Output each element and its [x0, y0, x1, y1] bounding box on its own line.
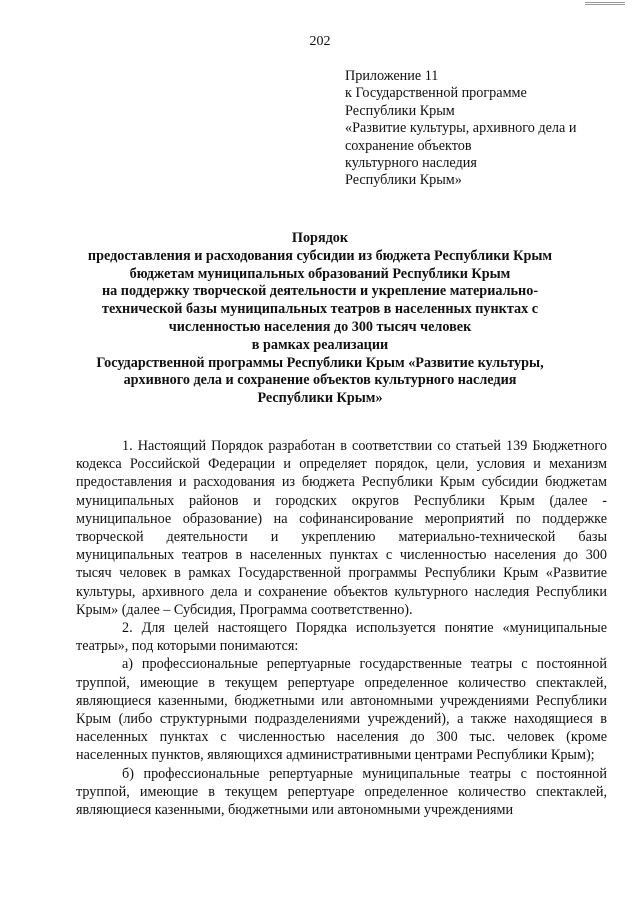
appendix-line: сохранение объектов [345, 137, 472, 154]
title-line: Республики Крым» [257, 390, 383, 407]
title-line: в рамках реализации [251, 336, 389, 353]
appendix-header [345, 68, 625, 190]
appendix-line: Приложение 11 [345, 68, 439, 84]
title-line: предоставления и расходования субсидии из бюджета Республики Крым [87, 247, 553, 264]
title-line: технической базы муниципальных театров в населенных пунктах с [101, 301, 539, 318]
paragraph-2: 2. Для целей настоящего Порядка используется понятие «муниципальные театры», под которыми понимаются: [76, 620, 607, 655]
appendix-line: Республики Крым [345, 102, 455, 119]
document-title [40, 230, 600, 408]
title-line: численностью населения до 300 тысяч человек [168, 318, 472, 335]
appendix-line: Республики Крым» [345, 172, 462, 189]
title-line: на поддержку творческой деятельности и укрепление материально- [101, 283, 539, 300]
paragraph-2b: б) профессиональные репертуарные муниципальные театры с постоянной труппой, имеющие в текущем репертуаре определенное количество спектаклей, являющиеся казенными, бюджетными или автономными учреждениями [76, 765, 607, 819]
page-number: 202 [309, 34, 331, 49]
appendix-line: культурного наследия [345, 155, 477, 172]
title-line: Государственной программы Республики Крым «Развитие культуры, [96, 354, 544, 371]
appendix-line: к Государственной программе [345, 85, 527, 102]
title-line: Порядок [291, 230, 349, 246]
document-body [76, 437, 607, 819]
scan-edge-mark [585, 2, 625, 5]
title-line: архивного дела и сохранение объектов культурного наследия [123, 372, 517, 389]
paragraph-1: 1. Настоящий Порядок разработан в соответствии со статьей 139 Бюджетного кодекса Российской Федерации и определяет порядок, цели, условия и механизм предоставления и расходования из бюджета Республики Крым субсидии бюджетам муниципальных районов и городских округов Республики Крым (далее - муниципальное образование) на софинансирование мероприятий по поддержке творческой деятельности и укреплению материально-технической базы муниципальных театров в населенных пунктах с численностью населения до 300 тысяч человек в рамках Государственной программы Республики Крым «Развитие культуры, архивного дела и сохранение объектов культурного наследия Республики Крым» (далее – Субсидия, Программа соответственно). [76, 438, 607, 618]
title-line: бюджетам муниципальных образований Республики Крым [129, 265, 511, 282]
paragraph-2a: а) профессиональные репертуарные государственные театры с постоянной труппой, имеющие в текущем репертуаре определенное количество спектаклей, являющиеся казенными, бюджетными или автономными учреждениями Республики Крым (либо структурными подразделениями учреждений), а также находящиеся в населенных пунктах с численностью населения до 300 тыс. человек (кроме населенных пунктов, являющихся административными центрами Республики Крым); [76, 656, 607, 764]
appendix-line: «Развитие культуры, архивного дела и [345, 120, 577, 137]
